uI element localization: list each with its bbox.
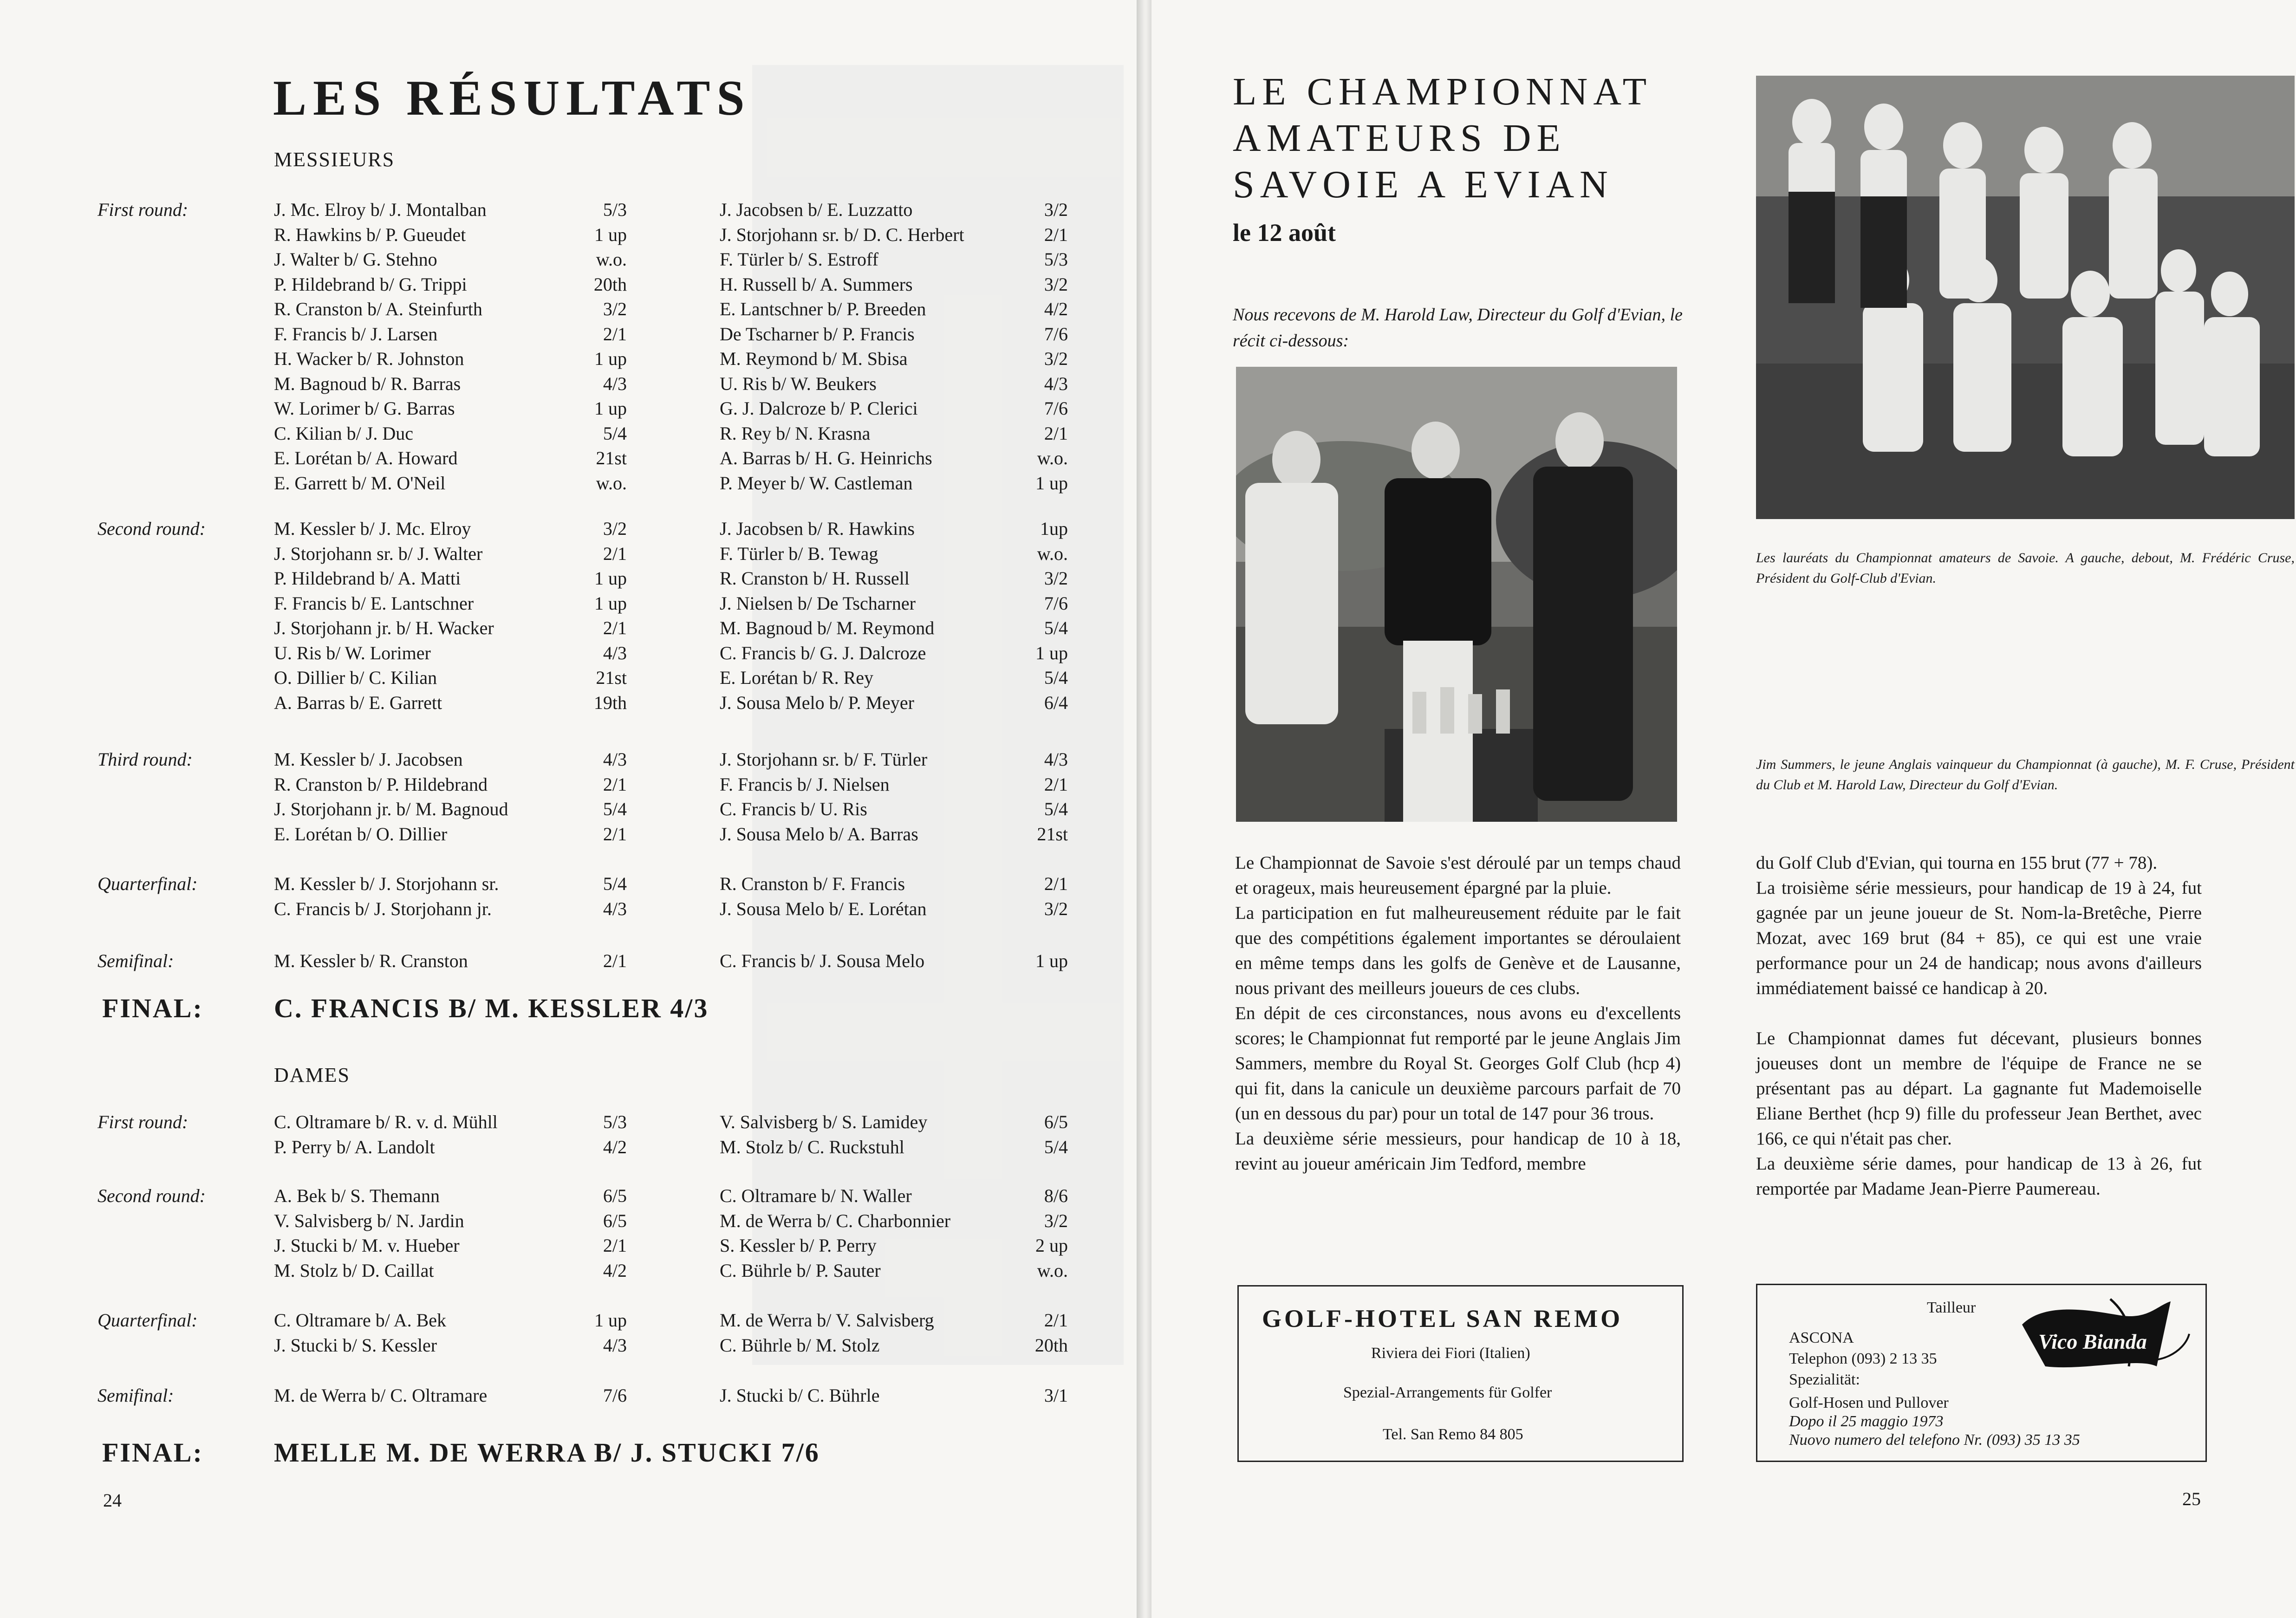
- result-row: [274, 566, 627, 591]
- match-text: A. Bek b/ S. Themann: [274, 1185, 440, 1206]
- match-text: J. Sousa Melo b/ E. Lorétan: [720, 898, 927, 919]
- match-text: P. Hildebrand b/ A. Matti: [274, 568, 461, 589]
- match-score: 4/3: [603, 749, 627, 770]
- match-score: 4/3: [603, 642, 627, 663]
- result-row: [720, 1183, 1068, 1209]
- match-text: C. Oltramare b/ A. Bek: [274, 1310, 447, 1331]
- result-row: [720, 471, 1068, 496]
- match-score: 6/5: [603, 1210, 627, 1231]
- match-score: 1 up: [594, 1310, 627, 1331]
- match-score: 21st: [1037, 823, 1068, 845]
- match-text: C. Francis b/ U. Ris: [720, 799, 867, 819]
- match-score: 21st: [596, 667, 627, 688]
- match-score: 1 up: [594, 224, 627, 245]
- trio-photo-caption: Jim Summers, le jeune Anglais vainqueur du Championnat (à gauche), M. F. Cruse, Président du Club et M. Harold Law, Directeur du Golf d'Evian.: [1756, 757, 2295, 793]
- result-row: [274, 247, 627, 272]
- result-row: [720, 772, 1068, 797]
- article-paragraph: Le Championnat dames fut décevant, plusieurs bonnes joueuses dont un membre de l'équipe de France ne se présentant pas au départ. La gagnante fut Mademoiselle Eliane Berthet (hcp 9) fille du professeur Jean Berthet, avec 166, ce qui n'était pas cher.: [1756, 1028, 2202, 1149]
- match-score: 2/1: [603, 1235, 627, 1256]
- result-row: [274, 871, 627, 897]
- result-row: [720, 641, 1068, 666]
- match-text: R. Rey b/ N. Krasna: [720, 422, 871, 444]
- match-score: 19th: [593, 692, 627, 713]
- match-text: F. Francis b/ J. Larsen: [274, 323, 438, 344]
- match-score: 2 up: [1035, 1235, 1068, 1256]
- match-text: J. Sousa Melo b/ A. Barras: [720, 823, 918, 845]
- result-row: [720, 1110, 1068, 1135]
- match-text: C. Bührle b/ P. Sauter: [720, 1260, 881, 1281]
- match-score: w.o.: [1037, 448, 1068, 468]
- match-score: w.o.: [1037, 1260, 1068, 1281]
- result-row: [720, 346, 1068, 371]
- match-text: R. Cranston b/ P. Hildebrand: [274, 773, 488, 795]
- result-row: [720, 591, 1068, 616]
- result-row: [274, 1183, 627, 1209]
- tailor-specialty: Golf-Hosen und Pullover: [1789, 1394, 1949, 1411]
- third-round-label: Third round:: [98, 749, 193, 770]
- match-text: M. Kessler b/ J. Mc. Elroy: [274, 518, 471, 539]
- result-row: [720, 747, 1068, 772]
- article-paragraph: La participation en fut malheureusement réduite par le fait que des compétitions également importantes se déroulaient en même temps dans les golfs de Genève et de Lausanne, nous privant des meilleurs joueurs de ces clubs.: [1235, 903, 1681, 998]
- match-score: 5/3: [603, 1111, 627, 1132]
- semifinal-label: Semifinal:: [98, 950, 174, 971]
- match-score: 5/4: [603, 422, 627, 444]
- result-row: [720, 516, 1068, 541]
- result-row: [720, 272, 1068, 297]
- match-score: 2/1: [603, 773, 627, 795]
- article-body-right: [1756, 851, 2202, 1202]
- match-text: E. Lorétan b/ A. Howard: [274, 448, 458, 468]
- match-text: J. Storjohann sr. b/ F. Türler: [720, 749, 928, 770]
- match-text: M. Reymond b/ M. Sbisa: [720, 348, 908, 369]
- result-row: [274, 421, 627, 446]
- tailor-specialty-label: Spezialität:: [1789, 1371, 1860, 1388]
- men-final-result: C. FRANCIS B/ M. KESSLER 4/3: [274, 993, 709, 1023]
- match-score: 5/3: [1044, 249, 1068, 270]
- match-text: J. Nielsen b/ De Tscharner: [720, 592, 916, 614]
- match-score: 21st: [596, 448, 627, 468]
- match-text: V. Salvisberg b/ N. Jardin: [274, 1210, 464, 1231]
- match-score: 7/6: [603, 1385, 627, 1406]
- hotel-location: Riviera dei Fiori (Italien): [1371, 1345, 1530, 1362]
- result-row: [274, 197, 627, 222]
- match-text: G. J. Dalcroze b/ P. Clerici: [720, 398, 918, 419]
- match-score: 3/2: [1044, 273, 1068, 295]
- hotel-name: GOLF-HOTEL SAN REMO: [1262, 1305, 1623, 1332]
- tailor-heading: Tailleur: [1927, 1299, 1976, 1316]
- match-score: 2/1: [603, 823, 627, 845]
- match-text: J. Storjohann jr. b/ H. Wacker: [274, 617, 494, 638]
- hotel-ad: [1237, 1285, 1684, 1462]
- first-round-label: First round:: [98, 199, 189, 220]
- page-number-right: 25: [2182, 1488, 2201, 1509]
- match-text: E. Garrett b/ M. O'Neil: [274, 472, 446, 494]
- match-text: C. Oltramare b/ R. v. d. Mühll: [274, 1111, 498, 1132]
- match-score: 5/3: [603, 199, 627, 220]
- result-row: [274, 396, 627, 421]
- match-text: E. Lantschner b/ P. Breeden: [720, 299, 926, 319]
- tailor-notice-number: Nuovo numero del telefono Nr. (093) 35 13 35: [1789, 1431, 2080, 1449]
- match-score: 4/3: [603, 373, 627, 394]
- match-score: 7/6: [1044, 592, 1068, 614]
- match-text: M. de Werra b/ C. Charbonnier: [720, 1210, 951, 1231]
- result-row: [274, 822, 627, 847]
- match-text: C. Bührle b/ M. Stolz: [720, 1334, 880, 1356]
- match-text: M. de Werra b/ V. Salvisberg: [720, 1310, 934, 1331]
- article-title-line-2: AMATEURS DE: [1233, 117, 1566, 160]
- tailor-ad: [1756, 1284, 2207, 1462]
- match-text: P. Hildebrand b/ G. Trippi: [274, 273, 467, 295]
- trio-photo: [1236, 367, 1677, 822]
- match-text: F. Francis b/ J. Nielsen: [720, 773, 890, 795]
- left-page: [0, 0, 1140, 1618]
- match-text: J. Mc. Elroy b/ J. Montalban: [274, 199, 487, 220]
- match-text: C. Francis b/ J. Storjohann jr.: [274, 898, 492, 919]
- tailor-notice-date: Dopo il 25 maggio 1973: [1789, 1413, 1944, 1430]
- result-row: [720, 371, 1068, 396]
- result-row: [274, 346, 627, 371]
- match-score: 8/6: [1044, 1185, 1068, 1206]
- result-row: [274, 690, 627, 715]
- page-number-left: 24: [103, 1490, 122, 1511]
- match-score: 5/4: [1044, 617, 1068, 638]
- match-text: R. Hawkins b/ P. Gueudet: [274, 224, 466, 245]
- match-score: 2/1: [1044, 224, 1068, 245]
- dames-quarterfinal-label: Quarterfinal:: [98, 1310, 198, 1331]
- match-score: 7/6: [1044, 323, 1068, 344]
- match-score: 6/4: [1044, 692, 1068, 713]
- hotel-phone: Tel. San Remo 84 805: [1383, 1426, 1523, 1443]
- result-row: [720, 1209, 1068, 1234]
- result-row: [274, 541, 627, 566]
- match-score: 6/5: [603, 1185, 627, 1206]
- match-text: M. Kessler b/ J. Storjohann sr.: [274, 873, 499, 894]
- match-score: 3/1: [1044, 1385, 1068, 1406]
- match-text: J. Stucki b/ S. Kessler: [274, 1334, 437, 1356]
- article-paragraph: La deuxième série messieurs, pour handicap de 10 à 18, revint au joueur américain Jim Tedford, membre: [1235, 1129, 1681, 1174]
- result-row: [274, 1110, 627, 1135]
- match-text: M. Kessler b/ R. Cranston: [274, 950, 468, 971]
- result-row: [274, 1308, 627, 1333]
- match-text: V. Salvisberg b/ S. Lamidey: [720, 1111, 928, 1132]
- vico-bianda-logo: [2017, 1297, 2194, 1376]
- result-row: [720, 541, 1068, 566]
- result-row: [720, 1333, 1068, 1358]
- match-text: E. Lorétan b/ R. Rey: [720, 667, 874, 688]
- result-row: [274, 222, 627, 247]
- match-score: 4/2: [603, 1260, 627, 1281]
- result-row: [720, 322, 1068, 347]
- match-text: R. Cranston b/ A. Steinfurth: [274, 299, 482, 319]
- match-score: 20th: [593, 273, 627, 295]
- match-score: 3/2: [1044, 1210, 1068, 1231]
- match-score: w.o.: [596, 249, 627, 270]
- match-score: 3/2: [603, 299, 627, 319]
- article-title: [1233, 69, 1652, 208]
- result-row: [274, 516, 627, 541]
- match-score: 1 up: [594, 592, 627, 614]
- result-row: [720, 1135, 1068, 1160]
- result-row: [720, 1383, 1068, 1408]
- match-text: U. Ris b/ W. Lorimer: [274, 642, 431, 663]
- quarterfinal-label: Quarterfinal:: [98, 873, 198, 894]
- result-row: [720, 665, 1068, 690]
- match-score: 1 up: [1035, 642, 1068, 663]
- match-text: P. Perry b/ A. Landolt: [274, 1136, 435, 1157]
- article-paragraph: La troisième série messieurs, pour handicap de 19 à 24, fut gagnée par un jeune joueur de St. Nom-la-Bretêche, Pierre Mozat, avec 169 brut (84 + 85), ce qui est une vraie performance pour un 24 de handicap; nous avons d'ailleurs immédiatement baissé ce handicap à 20.: [1756, 878, 2202, 998]
- match-score: 3/2: [603, 518, 627, 539]
- result-row: [720, 396, 1068, 421]
- result-row: [720, 247, 1068, 272]
- match-text: R. Cranston b/ H. Russell: [720, 568, 910, 589]
- article-title-line-1: LE CHAMPIONNAT: [1233, 70, 1652, 113]
- match-score: 5/4: [603, 873, 627, 894]
- dames-heading: DAMES: [274, 1064, 351, 1086]
- match-score: 1up: [1040, 518, 1068, 539]
- result-row: [720, 446, 1068, 471]
- result-row: [274, 616, 627, 641]
- result-row: [720, 690, 1068, 715]
- result-row: [720, 222, 1068, 247]
- match-text: W. Lorimer b/ G. Barras: [274, 398, 455, 419]
- result-row: [274, 1209, 627, 1234]
- match-text: H. Wacker b/ R. Johnston: [274, 348, 464, 369]
- dames-first-round-label: First round:: [98, 1111, 189, 1132]
- match-score: 4/2: [1044, 299, 1068, 319]
- result-row: [720, 566, 1068, 591]
- article-date: le 12 août: [1233, 219, 1336, 247]
- match-score: 4/3: [1044, 749, 1068, 770]
- logo-brand-text: Vico Bianda: [2038, 1330, 2147, 1353]
- dames-semifinal-label: Semifinal:: [98, 1385, 174, 1406]
- match-text: H. Russell b/ A. Summers: [720, 273, 913, 295]
- result-row: [274, 471, 627, 496]
- match-text: M. Kessler b/ J. Jacobsen: [274, 749, 463, 770]
- messieurs-heading: MESSIEURS: [274, 148, 395, 171]
- match-text: F. Francis b/ E. Lantschner: [274, 592, 474, 614]
- match-score: 2/1: [1044, 422, 1068, 444]
- hotel-offer: Spezial-Arrangements für Golfer: [1343, 1384, 1552, 1401]
- result-row: [274, 897, 627, 922]
- match-text: J. Storjohann jr. b/ M. Bagnoud: [274, 799, 508, 819]
- result-row: [274, 1233, 627, 1258]
- match-score: 1 up: [1035, 472, 1068, 494]
- result-row: [274, 371, 627, 396]
- match-score: 3/2: [1044, 199, 1068, 220]
- match-score: 4/3: [603, 898, 627, 919]
- result-row: [720, 897, 1068, 922]
- result-row: [720, 297, 1068, 322]
- second-round-label: Second round:: [98, 518, 206, 539]
- match-text: M. de Werra b/ C. Oltramare: [274, 1385, 488, 1406]
- match-score: 5/4: [1044, 1136, 1068, 1157]
- match-text: M. Stolz b/ C. Ruckstuhl: [720, 1136, 904, 1157]
- group-photo: [1756, 76, 2295, 519]
- match-text: M. Bagnoud b/ M. Reymond: [720, 617, 935, 638]
- match-text: J. Walter b/ G. Stehno: [274, 249, 437, 270]
- dames-final-result: MELLE M. DE WERRA B/ J. STUCKI 7/6: [274, 1437, 820, 1468]
- match-score: 1 up: [594, 398, 627, 419]
- result-row: [274, 591, 627, 616]
- match-score: 5/4: [1044, 799, 1068, 819]
- match-text: J. Jacobsen b/ E. Luzzatto: [720, 199, 913, 220]
- article-paragraph: Le Championnat de Savoie s'est déroulé par un temps chaud et orageux, mais heureusement épargné par la pluie.: [1235, 853, 1681, 898]
- match-text: M. Bagnoud b/ R. Barras: [274, 373, 461, 394]
- match-score: 2/1: [1044, 873, 1068, 894]
- match-text: C. Francis b/ J. Sousa Melo: [720, 950, 925, 971]
- result-row: [274, 641, 627, 666]
- match-score: w.o.: [596, 472, 627, 494]
- match-score: 5/4: [1044, 667, 1068, 688]
- match-score: 2/1: [603, 543, 627, 564]
- match-text: E. Lorétan b/ O. Dillier: [274, 823, 448, 845]
- match-text: A. Barras b/ E. Garrett: [274, 692, 442, 713]
- match-text: J. Stucki b/ C. Bührle: [720, 1385, 880, 1406]
- match-score: 7/6: [1044, 398, 1068, 419]
- result-row: [274, 322, 627, 347]
- result-row: [274, 747, 627, 772]
- tailor-phone: Telephon (093) 2 13 35: [1789, 1350, 1937, 1367]
- match-score: 3/2: [1044, 348, 1068, 369]
- match-text: F. Türler b/ S. Estroff: [720, 249, 878, 270]
- match-score: 3/2: [1044, 898, 1068, 919]
- article-paragraph: En dépit de ces circonstances, nous avons eu d'excellents scores; le Championnat fut remporté par le jeune Anglais Jim Sammers, membre du Royal St. Georges Golf Club (hcp 4) qui fit, dans la canicule un deuxième parcours parfait de 70 (un en dessous du par) pour un total de 147 pour 36 trous.: [1235, 1003, 1681, 1124]
- match-text: J. Jacobsen b/ R. Hawkins: [720, 518, 915, 539]
- result-row: [274, 1258, 627, 1283]
- match-score: 6/5: [1044, 1111, 1068, 1132]
- match-text: J. Stucki b/ M. v. Hueber: [274, 1235, 460, 1256]
- result-row: [274, 272, 627, 297]
- result-row: [720, 421, 1068, 446]
- match-text: C. Francis b/ G. J. Dalcroze: [720, 642, 926, 663]
- match-score: 1 up: [594, 348, 627, 369]
- match-text: O. Dillier b/ C. Kilian: [274, 667, 437, 688]
- match-score: 2/1: [603, 617, 627, 638]
- match-score: w.o.: [1037, 543, 1068, 564]
- match-text: A. Barras b/ H. G. Heinrichs: [720, 448, 932, 468]
- match-text: J. Sousa Melo b/ P. Meyer: [720, 692, 914, 713]
- results-title: LES RÉSULTATS: [273, 71, 751, 126]
- result-row: [274, 297, 627, 322]
- dames-final-label: FINAL:: [102, 1437, 203, 1468]
- men-final-label: FINAL:: [102, 993, 203, 1023]
- match-text: M. Stolz b/ D. Caillat: [274, 1260, 434, 1281]
- result-row: [720, 197, 1068, 222]
- match-score: 5/4: [603, 799, 627, 819]
- article-paragraph: du Golf Club d'Evian, qui tourna en 155 brut (77 + 78).: [1756, 853, 2158, 873]
- match-text: P. Meyer b/ W. Castleman: [720, 472, 913, 494]
- match-score: 4/2: [603, 1136, 627, 1157]
- result-row: [720, 949, 1068, 974]
- result-row: [720, 1308, 1068, 1333]
- tailor-city: ASCONA: [1789, 1329, 1854, 1346]
- match-text: J. Storjohann sr. b/ D. C. Herbert: [720, 224, 964, 245]
- match-score: 3/2: [1044, 568, 1068, 589]
- match-score: 4/3: [1044, 373, 1068, 394]
- match-score: 1 up: [594, 568, 627, 589]
- match-text: U. Ris b/ W. Beukers: [720, 373, 877, 394]
- match-score: 2/1: [603, 323, 627, 344]
- match-score: 20th: [1034, 1334, 1068, 1356]
- result-row: [720, 797, 1068, 822]
- match-score: 2/1: [1044, 773, 1068, 795]
- match-text: C. Kilian b/ J. Duc: [274, 422, 413, 444]
- match-score: 4/3: [603, 1334, 627, 1356]
- result-row: [274, 1135, 627, 1160]
- match-text: J. Storjohann sr. b/ J. Walter: [274, 543, 483, 564]
- match-score: 1 up: [1035, 950, 1068, 971]
- result-row: [720, 616, 1068, 641]
- article-body-left: [1235, 851, 1681, 1176]
- match-text: F. Türler b/ B. Tewag: [720, 543, 878, 564]
- match-text: C. Oltramare b/ N. Waller: [720, 1185, 912, 1206]
- result-row: [720, 1233, 1068, 1258]
- match-score: 2/1: [1044, 1310, 1068, 1331]
- article-title-line-3: SAVOIE A EVIAN: [1233, 163, 1613, 206]
- result-row: [274, 1383, 627, 1408]
- match-score: 2/1: [603, 950, 627, 971]
- result-row: [274, 772, 627, 797]
- result-row: [720, 871, 1068, 897]
- match-text: De Tscharner b/ P. Francis: [720, 323, 915, 344]
- result-row: [274, 797, 627, 822]
- match-text: R. Cranston b/ F. Francis: [720, 873, 905, 894]
- result-row: [274, 1333, 627, 1358]
- group-photo-caption: Les lauréats du Championnat amateurs de Savoie. A gauche, debout, M. Frédéric Cruse, Président du Golf-Club d'Evian.: [1756, 550, 2295, 586]
- article-paragraph: La deuxième série dames, pour handicap de 13 à 26, fut remportée par Madame Jean-Pierre Paumereau.: [1756, 1154, 2202, 1199]
- article-intro: Nous recevons de M. Harold Law, Directeur du Golf d'Evian, le récit ci-dessous:: [1233, 305, 1683, 351]
- result-row: [720, 822, 1068, 847]
- result-row: [274, 949, 627, 974]
- dames-second-round-label: Second round:: [98, 1185, 206, 1206]
- match-text: S. Kessler b/ P. Perry: [720, 1235, 877, 1256]
- result-row: [274, 446, 627, 471]
- result-row: [720, 1258, 1068, 1283]
- result-row: [274, 665, 627, 690]
